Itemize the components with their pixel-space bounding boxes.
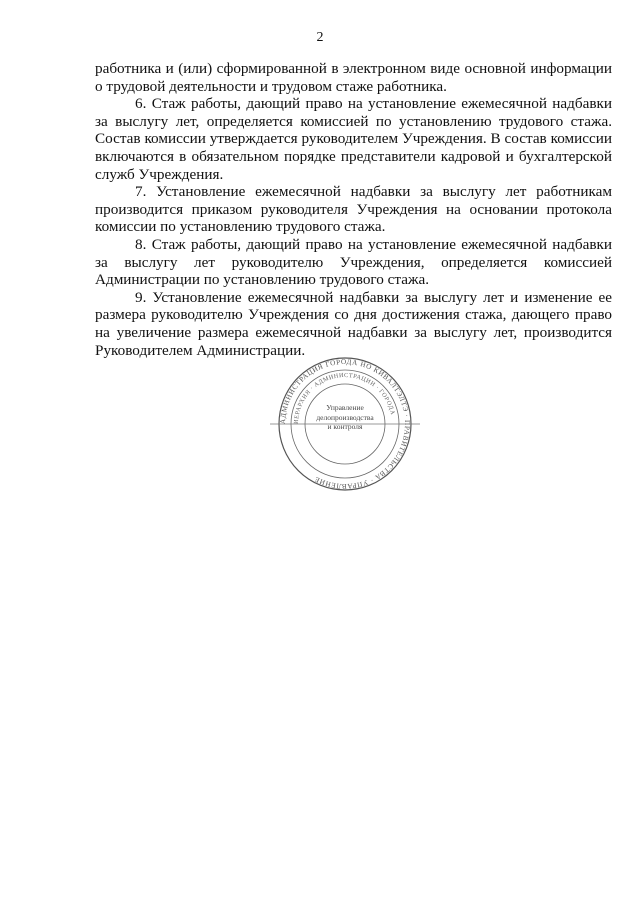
paragraph-item-9: 9. Установление ежемесячной надбавки за выслугу лет и изменение ее размера руководителю Учреждения со дня достижения стажа, дающего право на увеличение размера ежемесячной надбавки за выслугу лет, производится Руководителем Администрации.	[95, 288, 612, 359]
seal-center-line-1: Управление	[326, 403, 364, 412]
seal-center-line-2: делопроизводства	[316, 412, 374, 422]
seal-inner-ring-text: ИЕРАРХИЯ · АДМИНИСТРАЦИИ · ГОРОДА	[292, 371, 397, 425]
page-number: 2	[316, 30, 324, 45]
document-body	[95, 60, 612, 359]
paragraph-continuation: работника и (или) сформированной в электронном виде основной информации о трудовой деятельности и трудовом стаже работника.	[95, 60, 612, 95]
seal-center-line-3: и контроля	[327, 422, 363, 431]
paragraph-item-6: 6. Стаж работы, дающий право на установление ежемесячной надбавки за выслугу лет, определяется комиссией по установлению трудового стажа. Состав комиссии утверждается руководителем Учреждения. В состав комиссии включаются в обязательном порядке представители кадровой и бухгалтерской служб Учреждения.	[95, 95, 612, 183]
seal-center-text	[316, 403, 374, 432]
seal-outer-ring-text: АДМИНИСТРАЦИЯ ГОРОДА НО КИВАЛТЭЛТЭ · ПРАВИТЕЛЬСТВА · УПРАВЛЕНИЕ	[278, 357, 412, 491]
paragraph-item-8: 8. Стаж работы, дающий право на установление ежемесячной надбавки за выслугу лет руководителю Учреждения, определяется комиссией Администрации по установлению трудового стажа.	[95, 235, 612, 289]
paragraph-item-7: 7. Установление ежемесячной надбавки за выслугу лет работникам производится приказом руководителя Учреждения на основании протокола комиссии по установлению трудового стажа.	[95, 183, 612, 236]
official-seal-stamp	[270, 357, 420, 491]
